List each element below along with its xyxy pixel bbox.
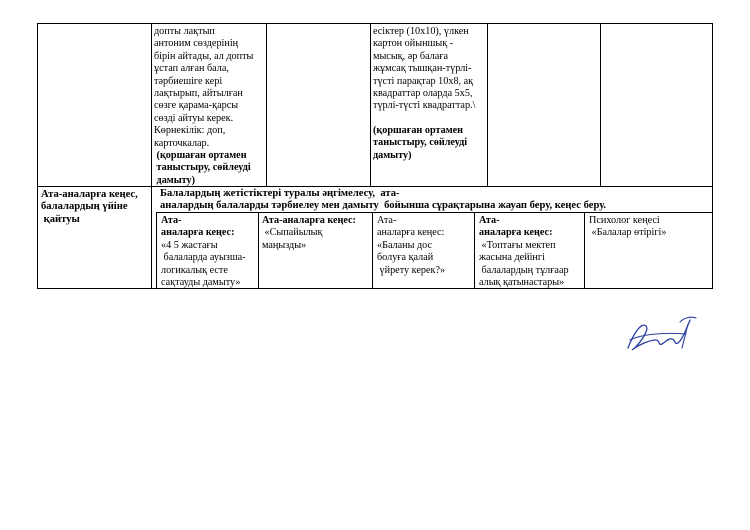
col-divider-5 (600, 23, 601, 187)
table-border-right (712, 23, 713, 289)
parents-divider-2 (258, 212, 259, 289)
table-border-bottom (37, 288, 713, 289)
parents-row-heading: Балалардың жетістіктері туралы әңгімелесу, ата- аналардың балаларды тәрбиелеу мен дамыту бойынша сұрақтарына жауап беру, кеңес беру. (160, 188, 607, 212)
parents-divider-4 (474, 212, 475, 289)
col-divider-2 (266, 23, 267, 187)
col-divider-3 (370, 23, 371, 187)
parents-subcell-5: Психолог кеңесі «Балалар өтірігі» (589, 215, 667, 239)
col-divider-1 (151, 23, 152, 289)
education-area-label: (қоршаған ортамен таныстыру, сөйлеуді дамыту) (154, 150, 251, 186)
parents-divider-5 (584, 212, 585, 289)
col-divider-4 (487, 23, 488, 187)
parents-divider-3 (372, 212, 373, 289)
parents-subcell-4: Ата- аналарға кеңес: «Топтағы мектеп жасына дейінгі балалардың тұлғаар алық қатынастары» (479, 215, 569, 289)
top-row-col4-cell (373, 26, 485, 162)
parents-divider-1 (156, 212, 157, 289)
top-row-col2-cell (154, 26, 264, 187)
materials-description: есіктер (10х10), үлкен картон ойыншық - мысық, әр балаға жұмсақ тышқан-түрлі- түсті парақтар 10х8, ақ квадраттар оларда 5х5, түрлі-түсті квадраттар.\ (373, 26, 476, 112)
parents-subcell-3: Ата- аналарға кеңес: «Баланы дос болуға қалай үйрету керек?» (377, 215, 446, 276)
parents-subcell-2: Ата-аналарға кеңес: «Сыпайылық маңызды» (262, 215, 356, 251)
education-area-label-2: (қоршаған ортамен таныстыру, сөйлеуді дамыту) (373, 124, 468, 161)
signature-icon (620, 310, 700, 360)
table-border-top (37, 23, 713, 24)
game-description: допты лақтып антоним сөздерінің бірін айтады, ал допты ұстап алған бала, тәрбиешіге кері лақтырып, айтылған сөзге қарама-қарсы сөзді айтуы керек. Көрнекілік: доп, карточкалар. (154, 26, 254, 149)
parents-subcell-1: Ата- аналарға кеңес: «4 5 жастағы балаларда ауызша- логикалық есте сақтауды дамыту» (161, 215, 246, 289)
table-border-left (37, 23, 38, 289)
parents-row-label: Ата-аналарға кеңес, балалардың үйіне қайтуы (41, 189, 138, 225)
table-border-mid (37, 186, 713, 187)
